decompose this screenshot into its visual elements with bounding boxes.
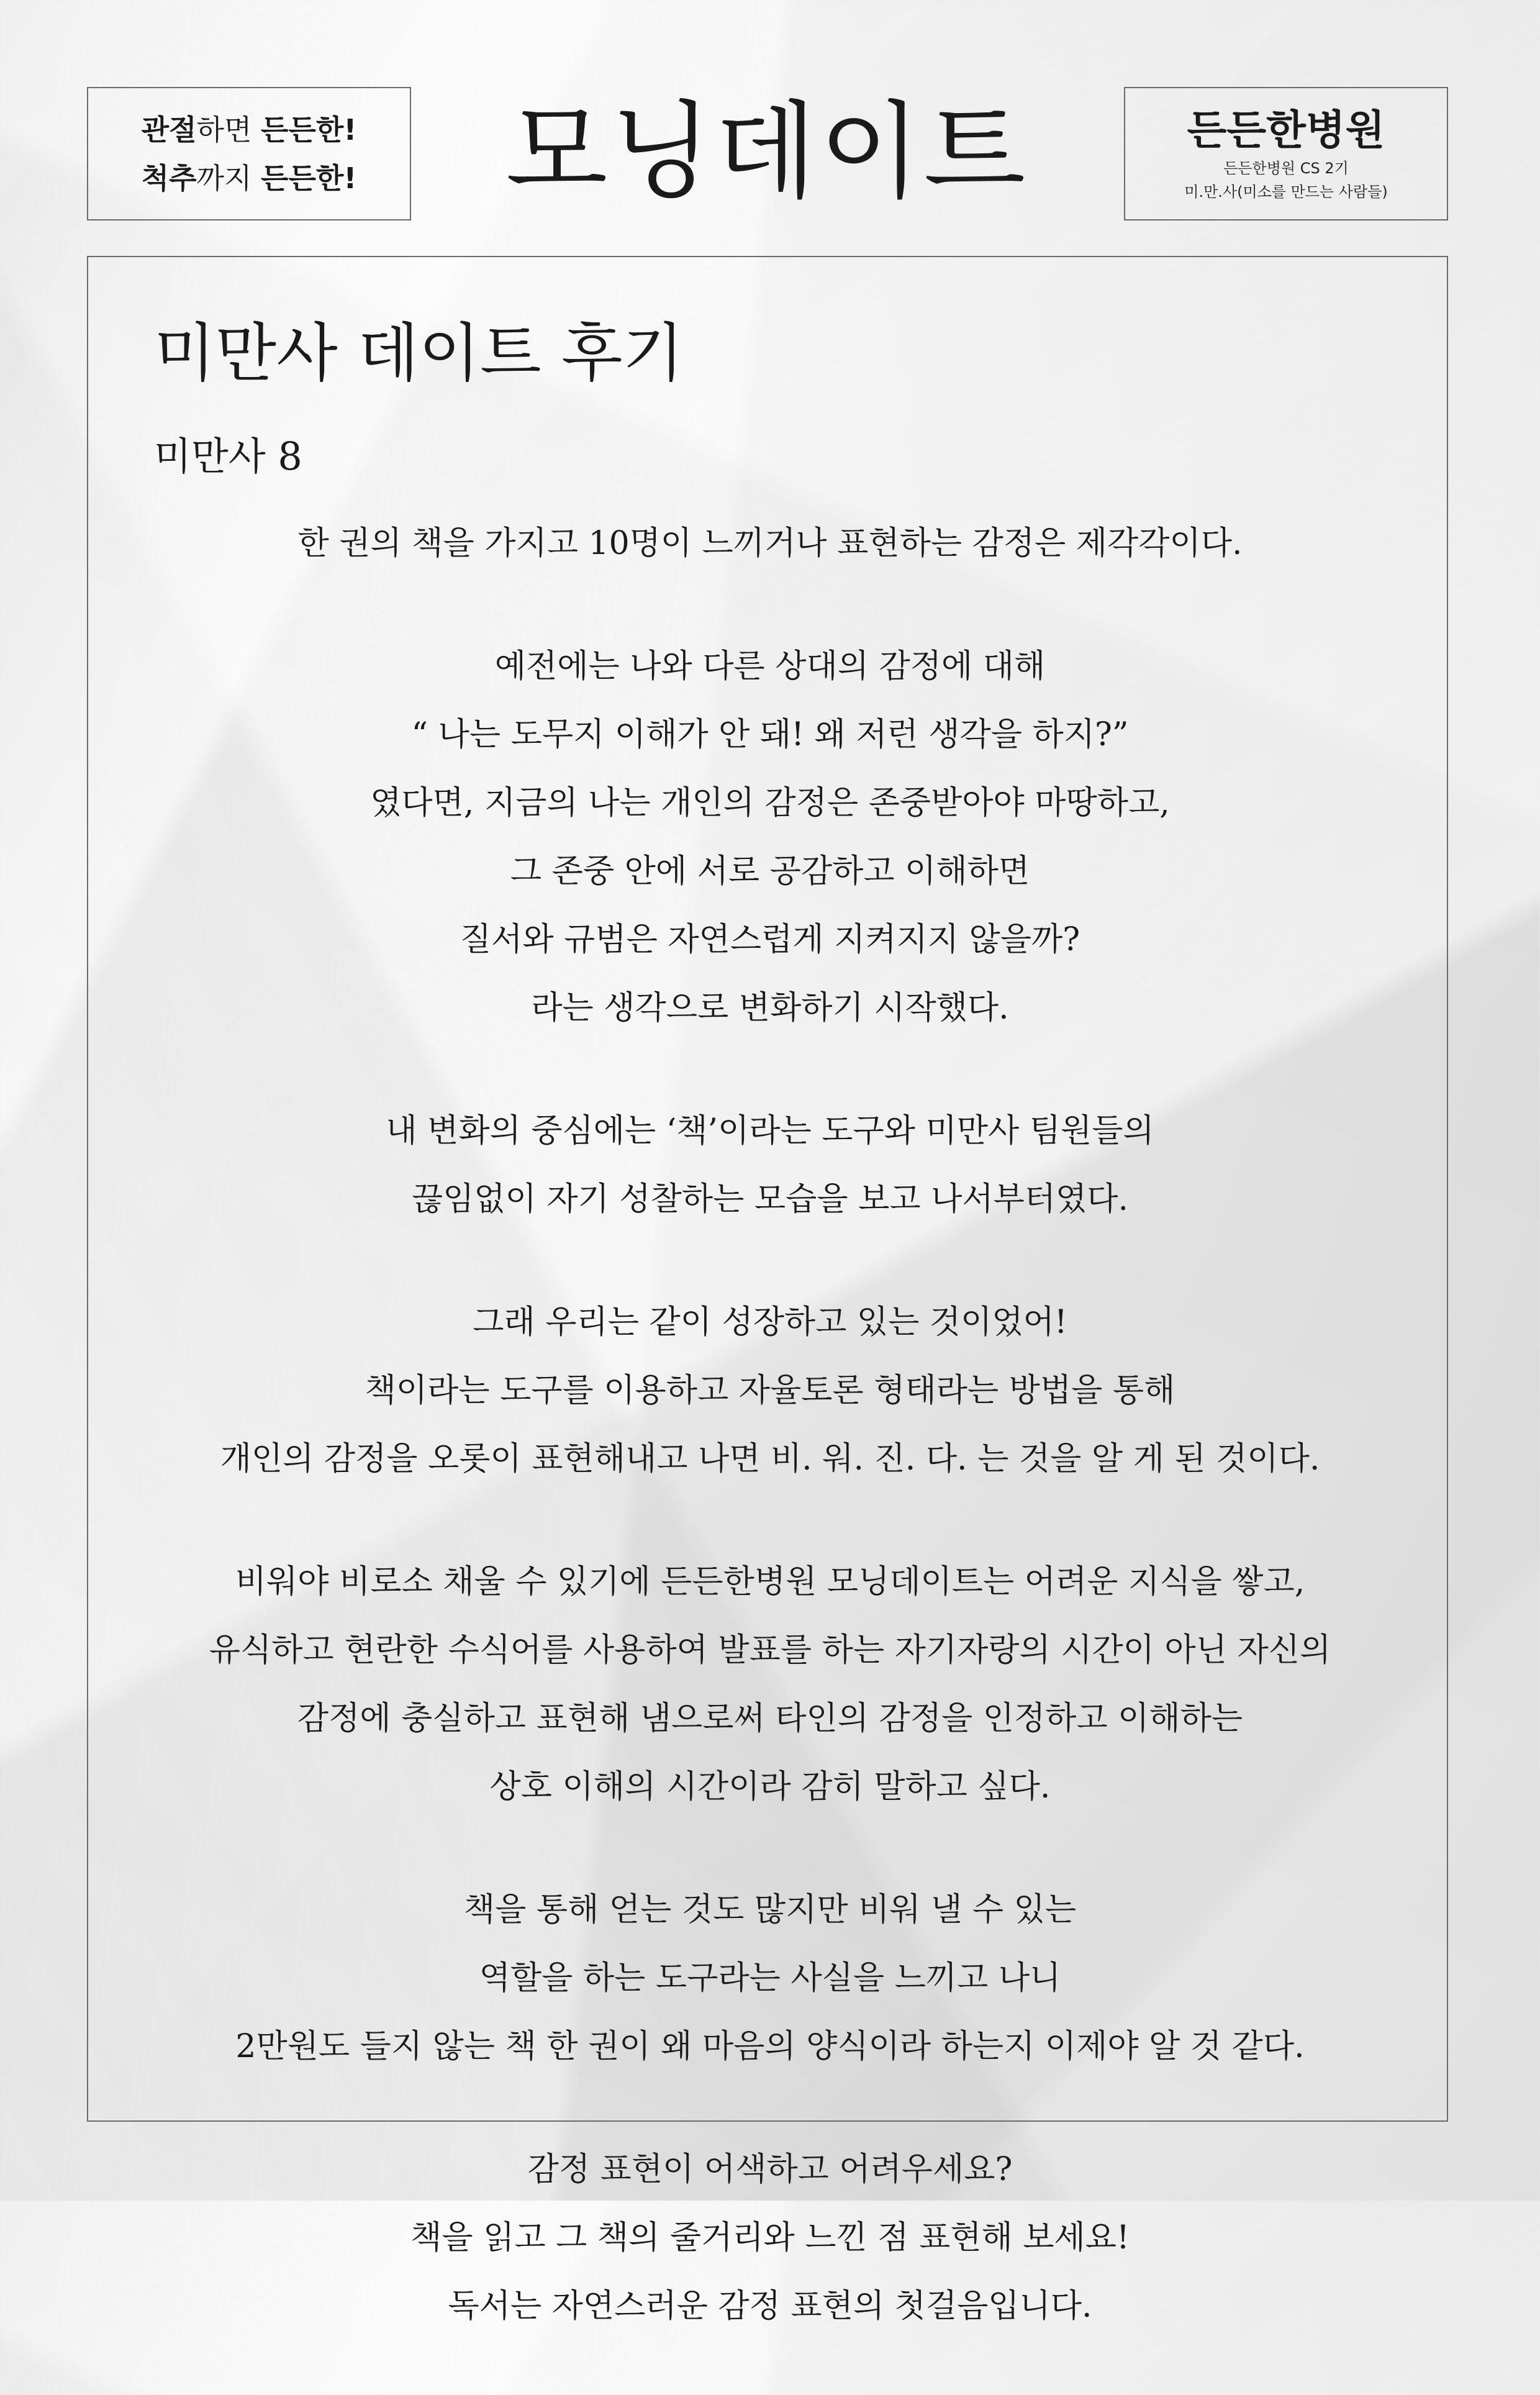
article-paragraph xyxy=(124,1876,1416,2081)
article-line: 그 존중 안에 서로 공감하고 이해하면 xyxy=(510,853,1030,890)
hospital-team-full-name: 미.만.사(미소를 만드는 사람들) xyxy=(1184,183,1388,201)
slogan-emphasis: 든든한! xyxy=(261,161,357,195)
slogan-keyword: 척추 xyxy=(141,161,197,195)
article-line: “ 나는 도무지 이해가 안 돼! 왜 저런 생각을 하지?” xyxy=(411,716,1129,753)
article-title: 미만사 데이트 후기 xyxy=(154,317,684,391)
slogan-text: 까지 xyxy=(196,161,261,195)
article-line: 책을 통해 얻는 것도 많지만 비워 낼 수 있는 xyxy=(463,1891,1077,1929)
article-paragraph xyxy=(124,1097,1416,1234)
article-line: 비워야 비로소 채울 수 있기에 든든한병원 모닝데이트는 어려운 지식을 쌓고, xyxy=(235,1563,1305,1601)
masthead-title: 모닝데이트 xyxy=(505,91,1028,214)
article-line: 역할을 하는 도구라는 사실을 느끼고 나니 xyxy=(479,1960,1061,1997)
article-line: 였다면, 지금의 나는 개인의 감정은 존중받아야 마땅하고, xyxy=(370,784,1170,822)
article-line: 유식하고 현란한 수식어를 사용하여 발표를 하는 자기자랑의 시간이 아닌 자신의 xyxy=(209,1632,1331,1669)
article-line: 끊임없이 자기 성찰하는 모습을 보고 나서부터였다. xyxy=(411,1181,1129,1218)
article-line: 한 권의 책을 가지고 10명이 느끼거나 표현하는 감정은 제각각이다. xyxy=(297,525,1243,562)
article-paragraph xyxy=(124,1548,1416,1821)
slogan-box xyxy=(87,87,411,220)
article-paragraph xyxy=(124,2135,1416,2340)
slogan-text: 하면 xyxy=(196,112,261,147)
article-line: 독서는 자연스러운 감정 표현의 첫걸음입니다. xyxy=(448,2288,1092,2325)
article-line: 예전에는 나와 다른 상대의 감정에 대해 xyxy=(494,648,1046,685)
hospital-name: 든든한병원 xyxy=(1187,106,1385,154)
article-line: 라는 생각으로 변화하기 시작했다. xyxy=(531,989,1009,1027)
article-line: 내 변화의 중심에는 ‘책’이라는 도구와 미만사 팀원들의 xyxy=(386,1112,1154,1150)
article-line: 책을 읽고 그 책의 줄거리와 느낀 점 표현해 보세요! xyxy=(410,2219,1130,2256)
article-line: 책이라는 도구를 이용하고 자율토론 형태라는 방법을 통해 xyxy=(365,1372,1175,1409)
article-line: 개인의 감정을 오롯이 표현해내고 나면 비. 워. 진. 다. 는 것을 알 게 된 것이다. xyxy=(220,1440,1320,1478)
article-paragraph xyxy=(124,632,1416,1042)
article-line: 감정 표현이 어색하고 어려우세요? xyxy=(527,2151,1013,2188)
hospital-team: 든든한병원 CS 2기 xyxy=(1223,159,1349,177)
slogan-line-1 xyxy=(142,106,357,154)
slogan-emphasis: 든든한! xyxy=(261,112,357,147)
article-line: 감정에 충실하고 표현해 냄으로써 타인의 감정을 인정하고 이해하는 xyxy=(297,1700,1243,1737)
article-line: 상호 이해의 시간이라 감히 말하고 싶다. xyxy=(489,1768,1051,1806)
article-body xyxy=(124,509,1416,2395)
slogan-keyword: 관절 xyxy=(141,112,197,147)
article-author: 미만사 8 xyxy=(154,434,302,479)
article-line: 그래 우리는 같이 성장하고 있는 것이었어! xyxy=(473,1304,1067,1341)
hospital-box xyxy=(1124,87,1448,220)
article-paragraph xyxy=(124,1288,1416,1493)
slogan-line-2 xyxy=(142,154,357,202)
article-line: 2만원도 들지 않는 책 한 권이 왜 마음의 양식이라 하는지 이제야 알 것 같다. xyxy=(235,2028,1305,2065)
article-line: 질서와 규범은 자연스럽게 지켜지지 않을까? xyxy=(460,921,1080,958)
article-paragraph xyxy=(124,509,1416,578)
